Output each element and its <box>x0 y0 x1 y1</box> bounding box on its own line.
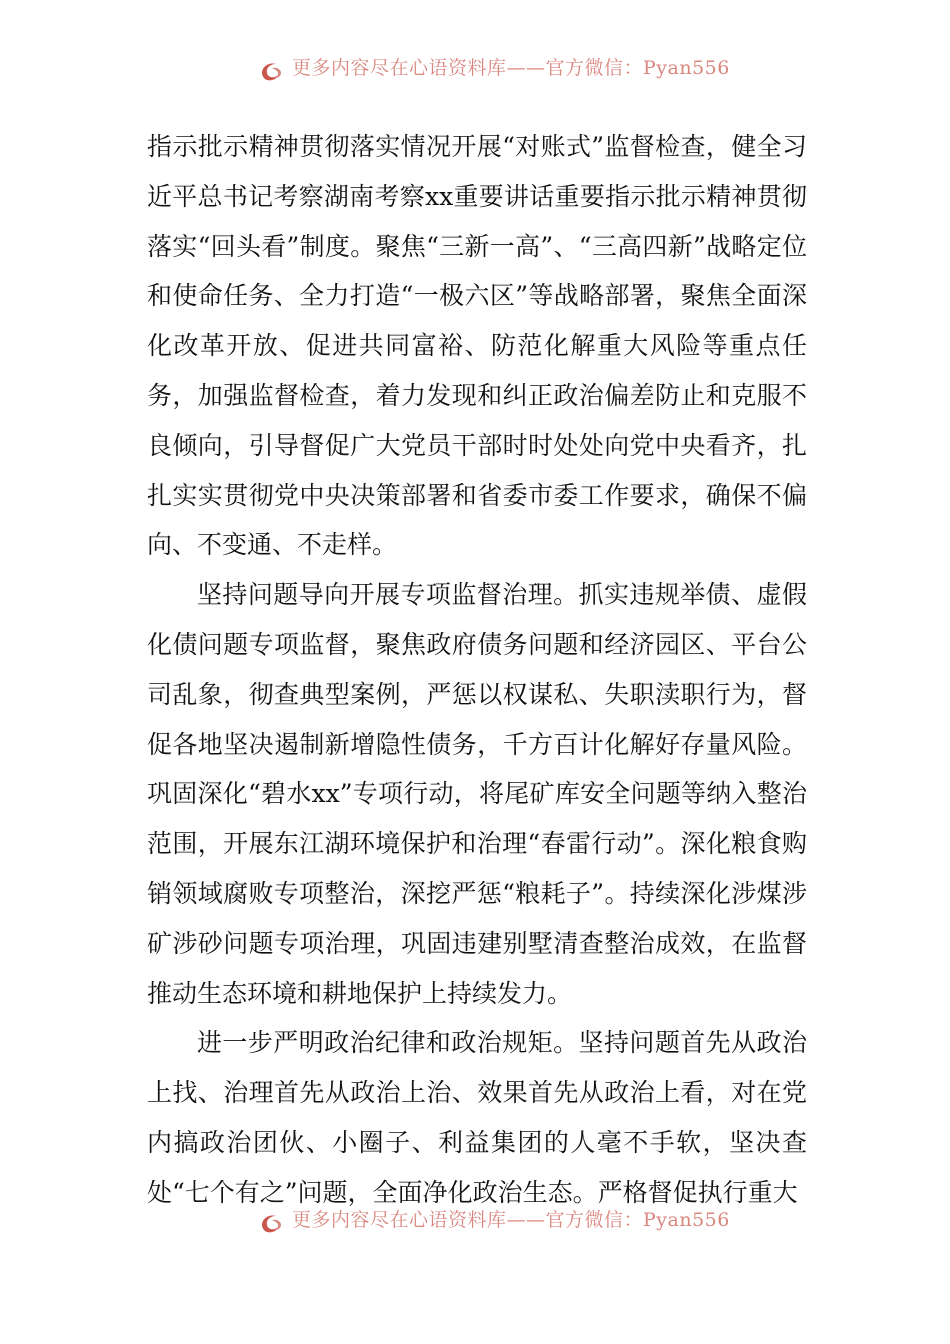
header-watermark-text: 更多内容尽在心语资料库——官方微信：Pyan556 <box>292 56 730 79</box>
swirl-logo-icon <box>258 59 286 83</box>
header-watermark-banner <box>258 56 758 86</box>
footer-watermark-banner <box>258 1208 758 1238</box>
paragraph-1: 指示批示精神贯彻落实情况开展“对账式”监督检查，健全习近平总书记考察湖南考察xx重要讲话重要指示批示精神贯彻落实“回头看”制度。聚焦“三新一高”、“三高四新”战略定位和使命任务、全力打造“一极六区”等战略部署，聚焦全面深化改革开放、促进共同富裕、防范化解重大风险等重点任务，加强监督检查，着力发现和纠正政治偏差防止和克服不良倾向，引导督促广大党员干部时时处处向党中央看齐，扎扎实实贯彻党中央决策部署和省委市委工作要求，确保不偏向、不变通、不走样。 <box>147 132 807 560</box>
footer-watermark-text: 更多内容尽在心语资料库——官方微信：Pyan556 <box>292 1208 730 1231</box>
document-body <box>147 122 807 1218</box>
paragraph-2: 坚持问题导向开展专项监督治理。抓实违规举债、虚假化债问题专项监督，聚焦政府债务问题和经济园区、平台公司乱象，彻查典型案例，严惩以权谋私、失职渎职行为，督促各地坚决遏制新增隐性债务，千方百计化解好存量风险。巩固深化“碧水xx”专项行动，将尾矿库安全问题等纳入整治范围，开展东江湖环境保护和治理“春雷行动”。深化粮食购销领域腐败专项整治，深挖严惩“粮耗子”。持续深化涉煤涉矿涉砂问题专项治理，巩固违建别墅清查整治成效，在监督推动生态环境和耕地保护上持续发力。 <box>147 580 807 1008</box>
paragraph-3: 进一步严明政治纪律和政治规矩。坚持问题首先从政治上找、治理首先从政治上治、效果首先从政治上看，对在党内搞政治团伙、小圈子、利益集团的人毫不手软，坚决查处“七个有之”问题，全面净化政治生态。严格督促执行重大 <box>147 1028 807 1207</box>
swirl-logo-icon <box>258 1211 286 1235</box>
